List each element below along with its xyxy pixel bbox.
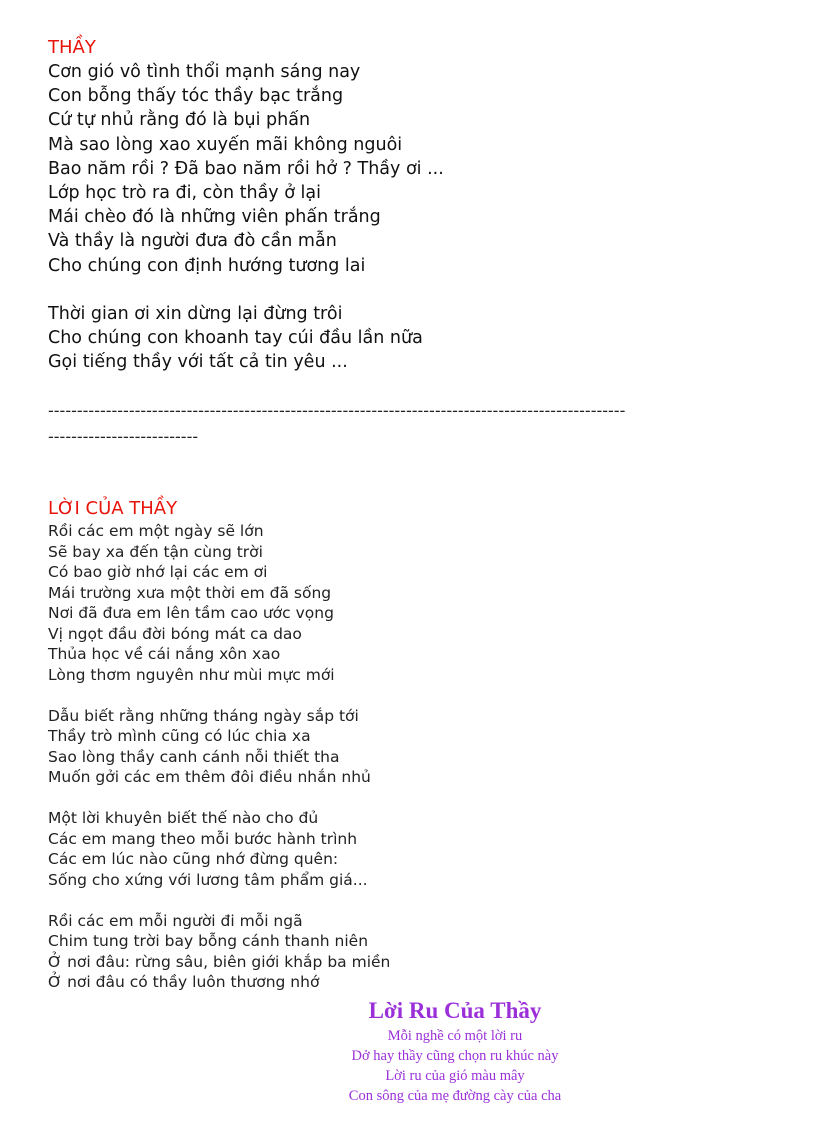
poem-thay — [48, 36, 444, 374]
stanza-gap — [48, 278, 444, 302]
poem-line: Mái chèo đó là những viên phấn trắng — [48, 207, 381, 228]
poem-line: Bao năm rồi ? Đã bao năm rồi hở ? Thầy ơi ... — [48, 158, 444, 179]
poem-line: Con bỗng thấy tóc thầy bạc trắng — [48, 86, 344, 107]
poem-line: Một lời khuyên biết thế nào cho đủ — [48, 809, 319, 827]
poem-line: Thời gian ơi xin dừng lại đừng trôi — [48, 303, 343, 324]
poem-line: Mà sao lòng xao xuyến mãi không nguôi — [48, 134, 403, 155]
poem-line: Và thầy là người đưa đò cần mẫn — [48, 231, 337, 252]
poem-line: Chim tung trời bay bỗng cánh thanh niên — [48, 932, 369, 950]
poem-line: Cho chúng con khoanh tay cúi đầu lần nữa — [48, 328, 423, 349]
poem-loi-ru-cua-thay — [300, 996, 610, 1106]
dashed-separator: ---------------------------------------------------------------------------------------------------- — [48, 402, 626, 420]
poem-line: Thủa học về cái nắng xôn xao — [48, 645, 281, 663]
poem-loi-cua-thay — [48, 497, 390, 993]
poem-line: Rồi các em một ngày sẽ lớn — [48, 522, 264, 540]
poem-title: Lời Ru Của Thầy — [368, 998, 542, 1023]
poem-line: Cơn gió vô tình thổi mạnh sáng nay — [48, 62, 361, 82]
poem-line: Dẫu biết rằng những tháng ngày sắp tới — [48, 706, 359, 725]
poem-line: Các em mang theo mỗi bước hành trình — [48, 829, 358, 848]
dashed-separator-continued: -------------------------- — [48, 427, 199, 446]
poem-line: Thầy trò mình cũng có lúc chia xa — [48, 727, 311, 745]
poem-line: Các em lúc nào cũng nhớ đừng quên: — [48, 850, 339, 868]
poem-line: Lời ru của gió màu mây — [385, 1068, 525, 1084]
poem-line: Mỗi nghề có một lời ru — [387, 1028, 523, 1044]
poem-line: Lòng thơm nguyên như mùi mực mới — [48, 665, 335, 684]
stanza-gap — [48, 788, 390, 809]
poem-line: Con sông của mẹ đường cày của cha — [348, 1088, 562, 1104]
poem-title: LỜI CỦA THẦY — [48, 498, 178, 519]
poem-line: Dở hay thầy cũng chọn ru khúc này — [351, 1048, 559, 1064]
poem-line: Sao lòng thầy canh cánh nỗi thiết tha — [48, 747, 340, 766]
stanza-gap — [48, 685, 390, 706]
poem-line: Cho chúng con định hướng tương lai — [48, 255, 366, 276]
poem-line: Sẽ bay xa đến tận cùng trời — [48, 542, 263, 561]
poem-line: Rồi các em mỗi người đi mỗi ngã — [48, 911, 303, 930]
poem-line: Sống cho xứng với lương tâm phẩm giá... — [48, 870, 368, 889]
poem-line: Ở nơi đâu có thầy luôn thương nhớ — [48, 973, 320, 991]
poem-line: Vị ngọt đầu đời bóng mát ca dao — [48, 624, 302, 643]
poem-line: Cứ tự nhủ rằng đó là bụi phấn — [48, 110, 311, 131]
poem-title: THẦY — [48, 37, 96, 58]
poem-line: Ở nơi đâu: rừng sâu, biên giới khắp ba miền — [48, 952, 391, 971]
poem-line: Có bao giờ nhớ lại các em ơi — [48, 563, 268, 581]
poem-line: Lớp học trò ra đi, còn thầy ở lại — [48, 182, 321, 203]
poem-line: Gọi tiếng thầy với tất cả tin yêu ... — [48, 352, 348, 373]
stanza-gap — [48, 890, 390, 911]
poem-line: Nơi đã đưa em lên tầm cao ước vọng — [48, 604, 334, 622]
poem-line: Muốn gởi các em thêm đôi điều nhắn nhủ — [48, 768, 371, 786]
poem-line: Mái trường xưa một thời em đã sống — [48, 583, 332, 602]
